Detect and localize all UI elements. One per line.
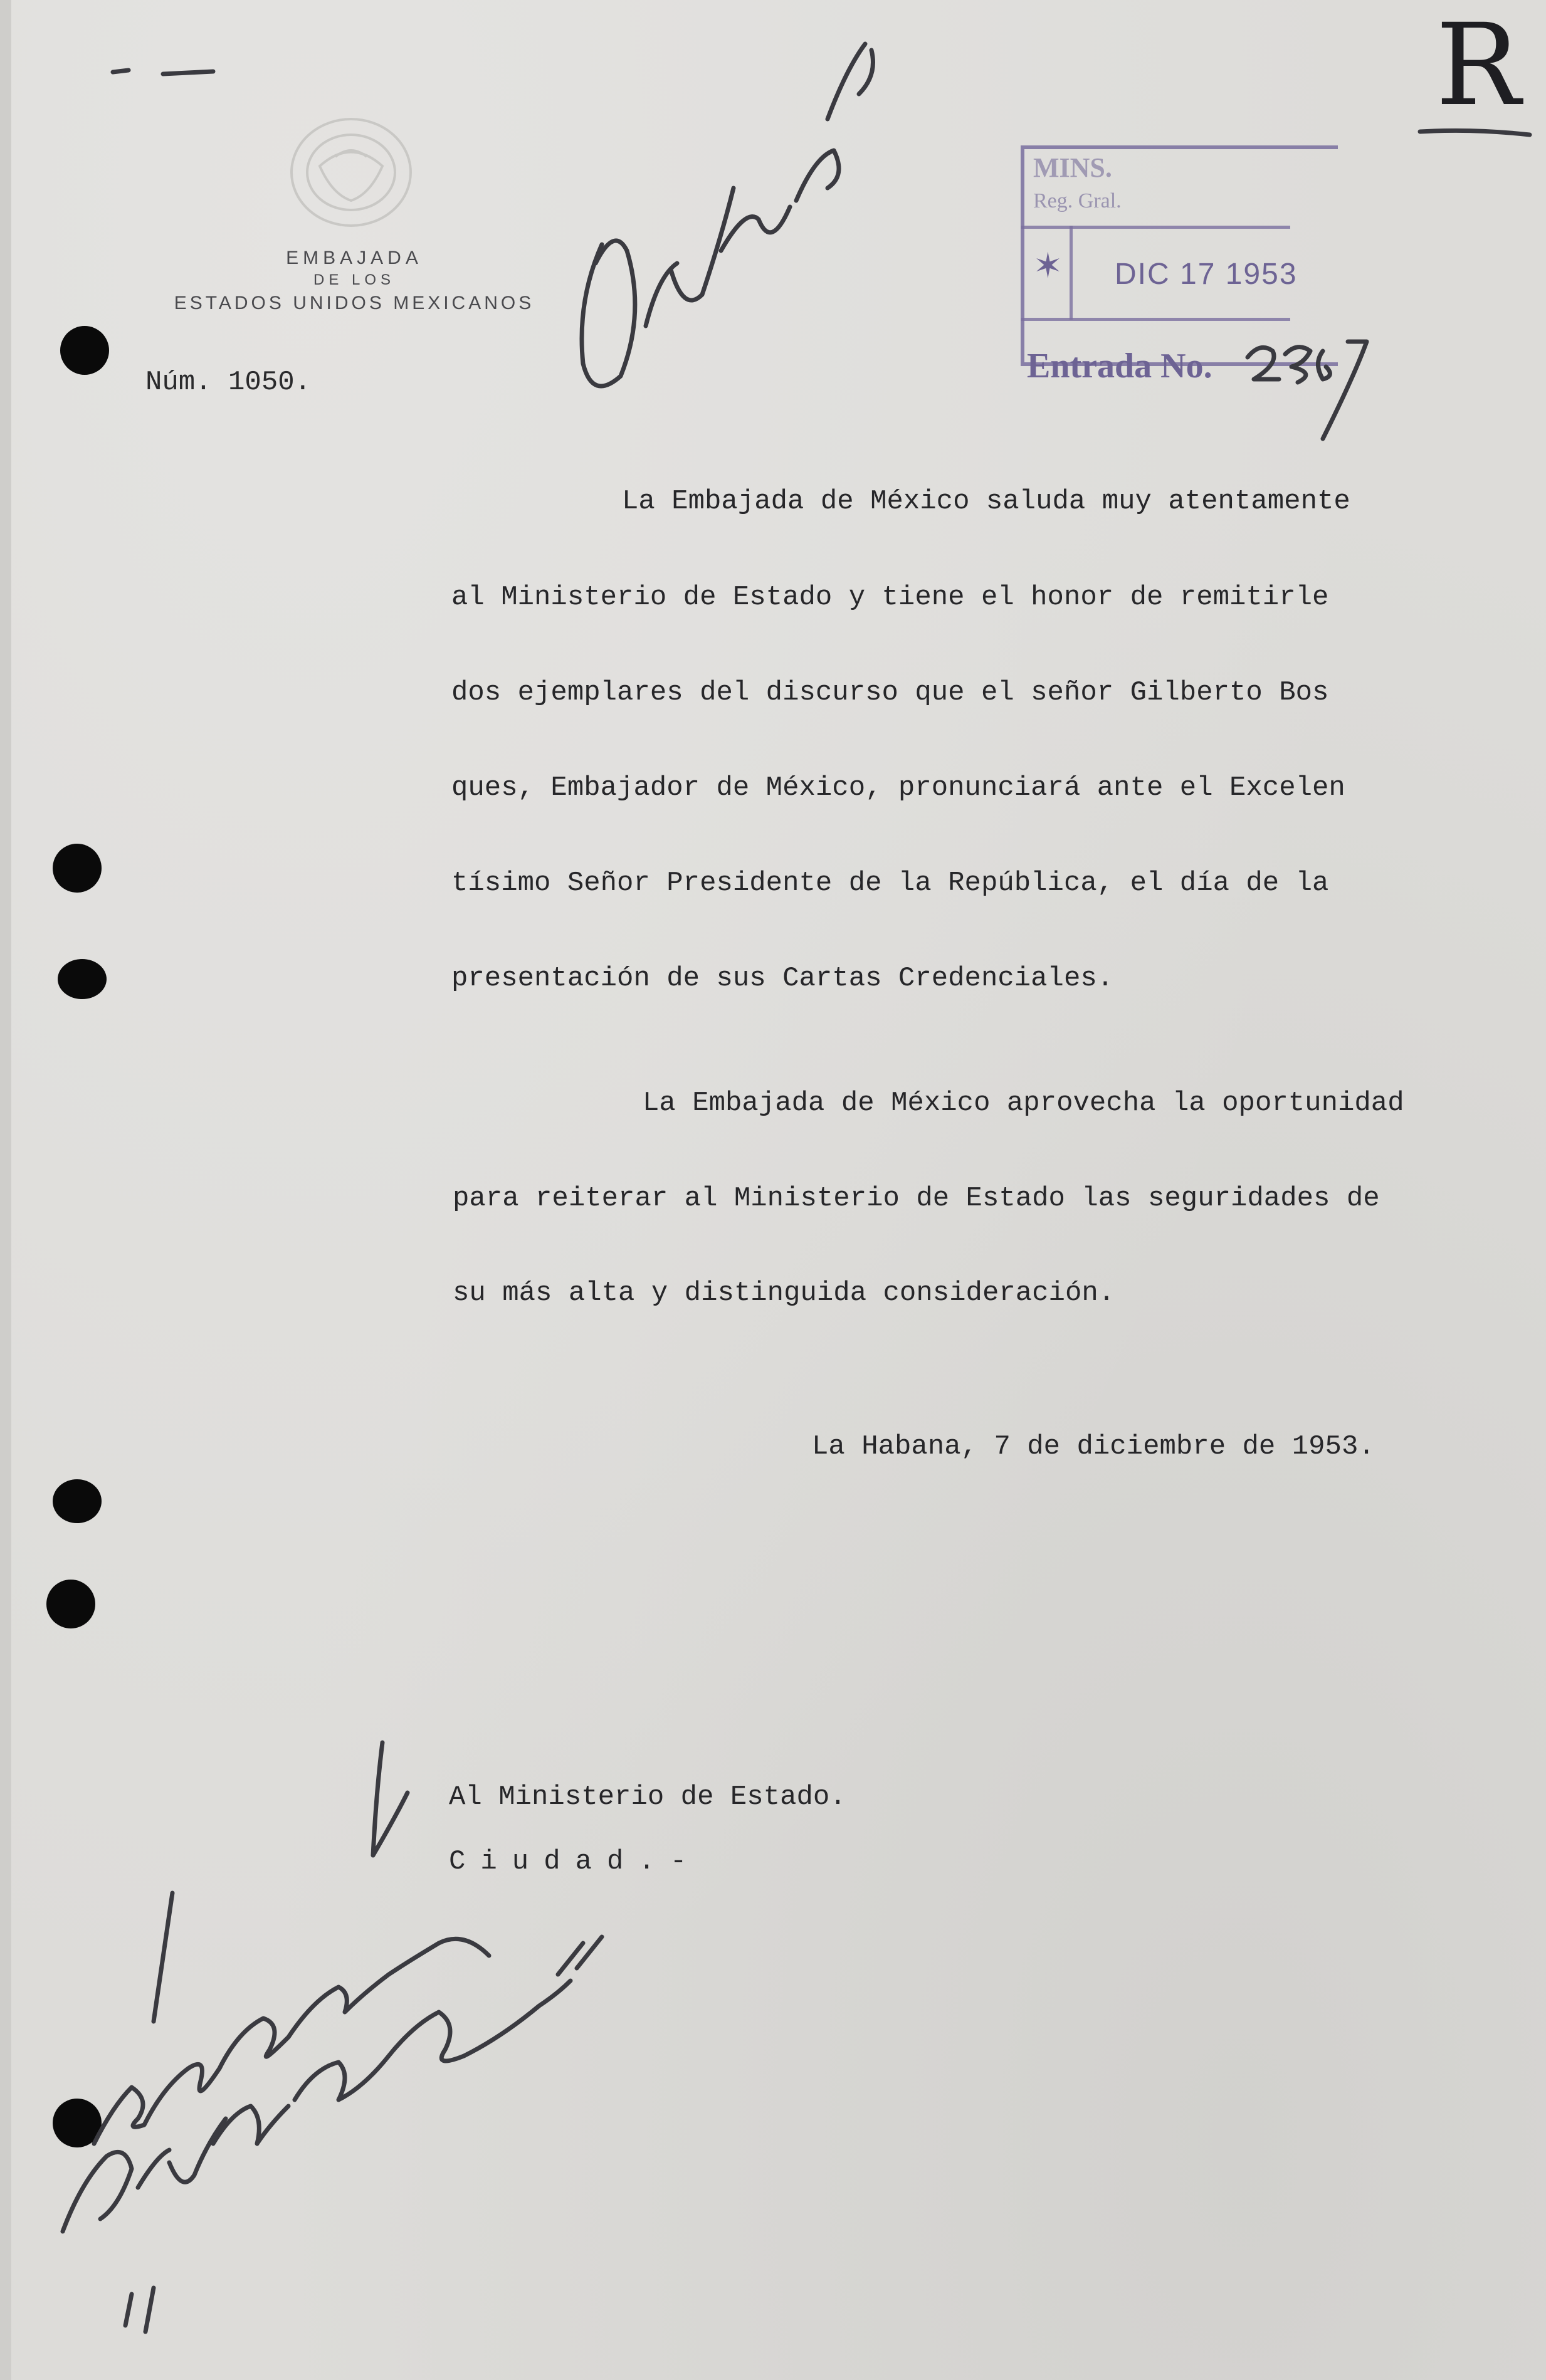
stamp-ministry-text: MINS. — [1033, 152, 1112, 183]
body-p1-line-2: al Ministerio de Estado y tiene el honor de remitirle — [451, 582, 1329, 613]
recipient-line-2: Ciudad.- — [449, 1846, 702, 1877]
protocolo-handwriting — [582, 44, 873, 386]
body-p2-line-2: para reiterar al Ministerio de Estado las seguridades de — [453, 1183, 1380, 1214]
body-p1-line-1: La Embajada de México saluda muy atentamente — [622, 486, 1350, 517]
recipient-line-1: Al Ministerio de Estado. — [449, 1781, 846, 1813]
corner-r-underline — [1420, 130, 1530, 135]
slash-marks-2 — [125, 2288, 154, 2332]
check-mark-1 — [373, 1743, 408, 1855]
letterhead-line-2: DE LOS — [313, 271, 396, 288]
letterhead-line-3: ESTADOS UNIDOS MEXICANOS — [174, 293, 535, 313]
letterhead-line-1: EMBAJADA — [286, 248, 423, 268]
body-p1-line-4: ques, Embajador de México, pronunciará ante el Excelen — [451, 772, 1345, 804]
slash-marks-1 — [558, 1937, 602, 1974]
body-p1-line-5: tísimo Señor Presidente de la República, el día de la — [451, 868, 1329, 899]
stamp-date: DIC 17 1953 — [1115, 258, 1298, 291]
body-p2-line-3: su más alta y distinguida consideración. — [453, 1277, 1115, 1309]
body-p2-line-1: La Embajada de México aprovecha la oportunidad — [643, 1088, 1404, 1119]
corner-mark: R — [1436, 0, 1521, 131]
protocolo-bottom-handwriting — [63, 1981, 571, 2231]
dash-marks-top — [113, 70, 213, 74]
reference-number: Núm. 1050. — [145, 367, 312, 398]
body-p1-line-3: dos ejemplares del discurso que el señor Gilberto Bos — [451, 677, 1329, 708]
check-mark-2 — [154, 1893, 172, 2021]
stamp-star-icon: ✶ — [1033, 247, 1063, 286]
place-and-date: La Habana, 7 de diciembre de 1953. — [812, 1431, 1375, 1462]
body-p1-line-6: presentación de sus Cartas Credenciales. — [451, 963, 1114, 994]
anexos-handwriting — [94, 1939, 489, 2144]
stamp-entry-label-text: Entrada No. — [1027, 347, 1212, 385]
entry-number-handwriting — [1248, 342, 1367, 439]
stamp-registry-text: Reg. Gral. — [1033, 189, 1122, 212]
